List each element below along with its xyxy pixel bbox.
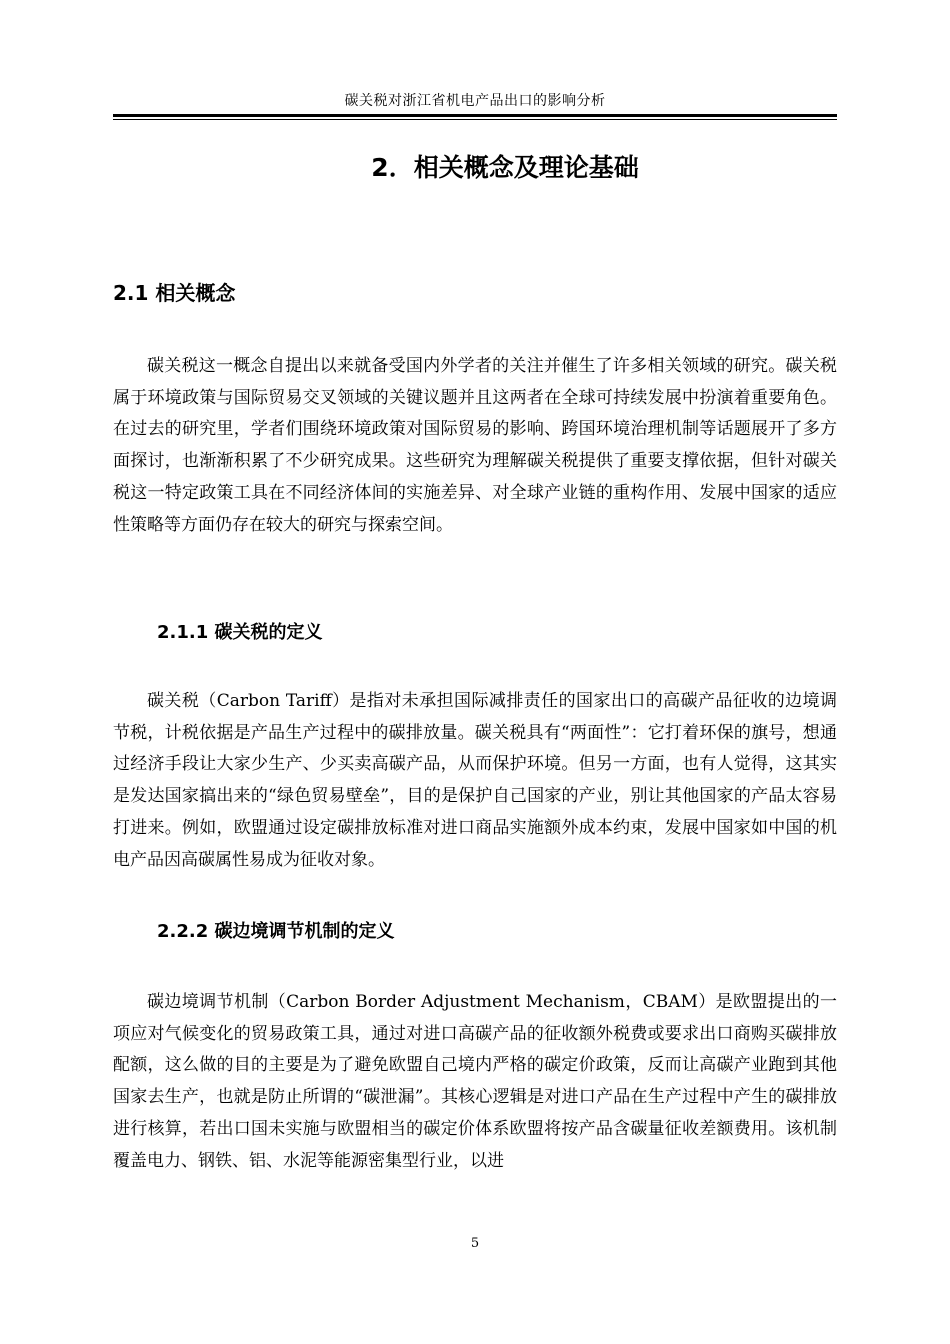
section-heading-2-1: 2.1 相关概念 [113,281,236,305]
paragraph-2-1-1: 碳关税（Carbon Tariff）是指对未承担国际减排责任的国家出口的高碳产品征收的边境调节税，计税依据是产品生产过程中的碳排放量。碳关税具有“两面性”：它打着环保的旗号，想通过经济手段让大家少生产、少买卖高碳产品，从而保护环境。但另一方面，也有人觉得，这其实是发达国家搞出来的“绿色贸易壁垒”，目的是保护自己国家的产业，别让其他国家的产品太容易打进来。例如，欧盟通过设定碳排放标准对进口商品实施额外成本约束，发展中国家如中国的机电产品因高碳属性易成为征收对象。 [113,691,837,870]
page-number: 5 [470,1236,480,1251]
running-header: 碳关税对浙江省机电产品出口的影响分析 [344,93,606,109]
header-rule-thin [113,119,837,120]
chapter-title: 2．相关概念及理论基础 [371,153,639,182]
subsection-heading-2-2-2: 2.2.2 碳边境调节机制的定义 [157,921,395,942]
paragraph-2-1: 碳关税这一概念自提出以来就备受国内外学者的关注并催生了许多相关领域的研究。碳关税属于环境政策与国际贸易交叉领域的关键议题并且这两者在全球可持续发展中扮演着重要角色。在过去的研究里，学者们围绕环境政策对国际贸易的影响、跨国环境治理机制等话题展开了多方面探讨，也渐渐积累了不少研究成果。这些研究为理解碳关税提供了重要支撑依据，但针对碳关税这一特定政策工具在不同经济体间的实施差异、对全球产业链的重构作用、发展中国家的适应性策略等方面仍存在较大的研究与探索空间。 [113,356,837,535]
header-rule-thick [113,114,837,117]
subsection-heading-2-1-1: 2.1.1 碳关税的定义 [157,622,323,643]
paragraph-2-2-2: 碳边境调节机制（Carbon Border Adjustment Mechanism，CBAM）是欧盟提出的一项应对气候变化的贸易政策工具，通过对进口高碳产品的征收额外税费或要求出口商购买碳排放配额，这么做的目的主要是为了避免欧盟自己境内严格的碳定价政策，反而让高碳产业跑到其他国家去生产，也就是防止所谓的“碳泄漏”。其核心逻辑是对进口产品在生产过程中产生的碳排放进行核算，若出口国未实施与欧盟相当的碳定价体系欧盟将按产品含碳量征收差额费用。该机制覆盖电力、钢铁、铝、水泥等能源密集型行业，以进 [113,992,837,1171]
